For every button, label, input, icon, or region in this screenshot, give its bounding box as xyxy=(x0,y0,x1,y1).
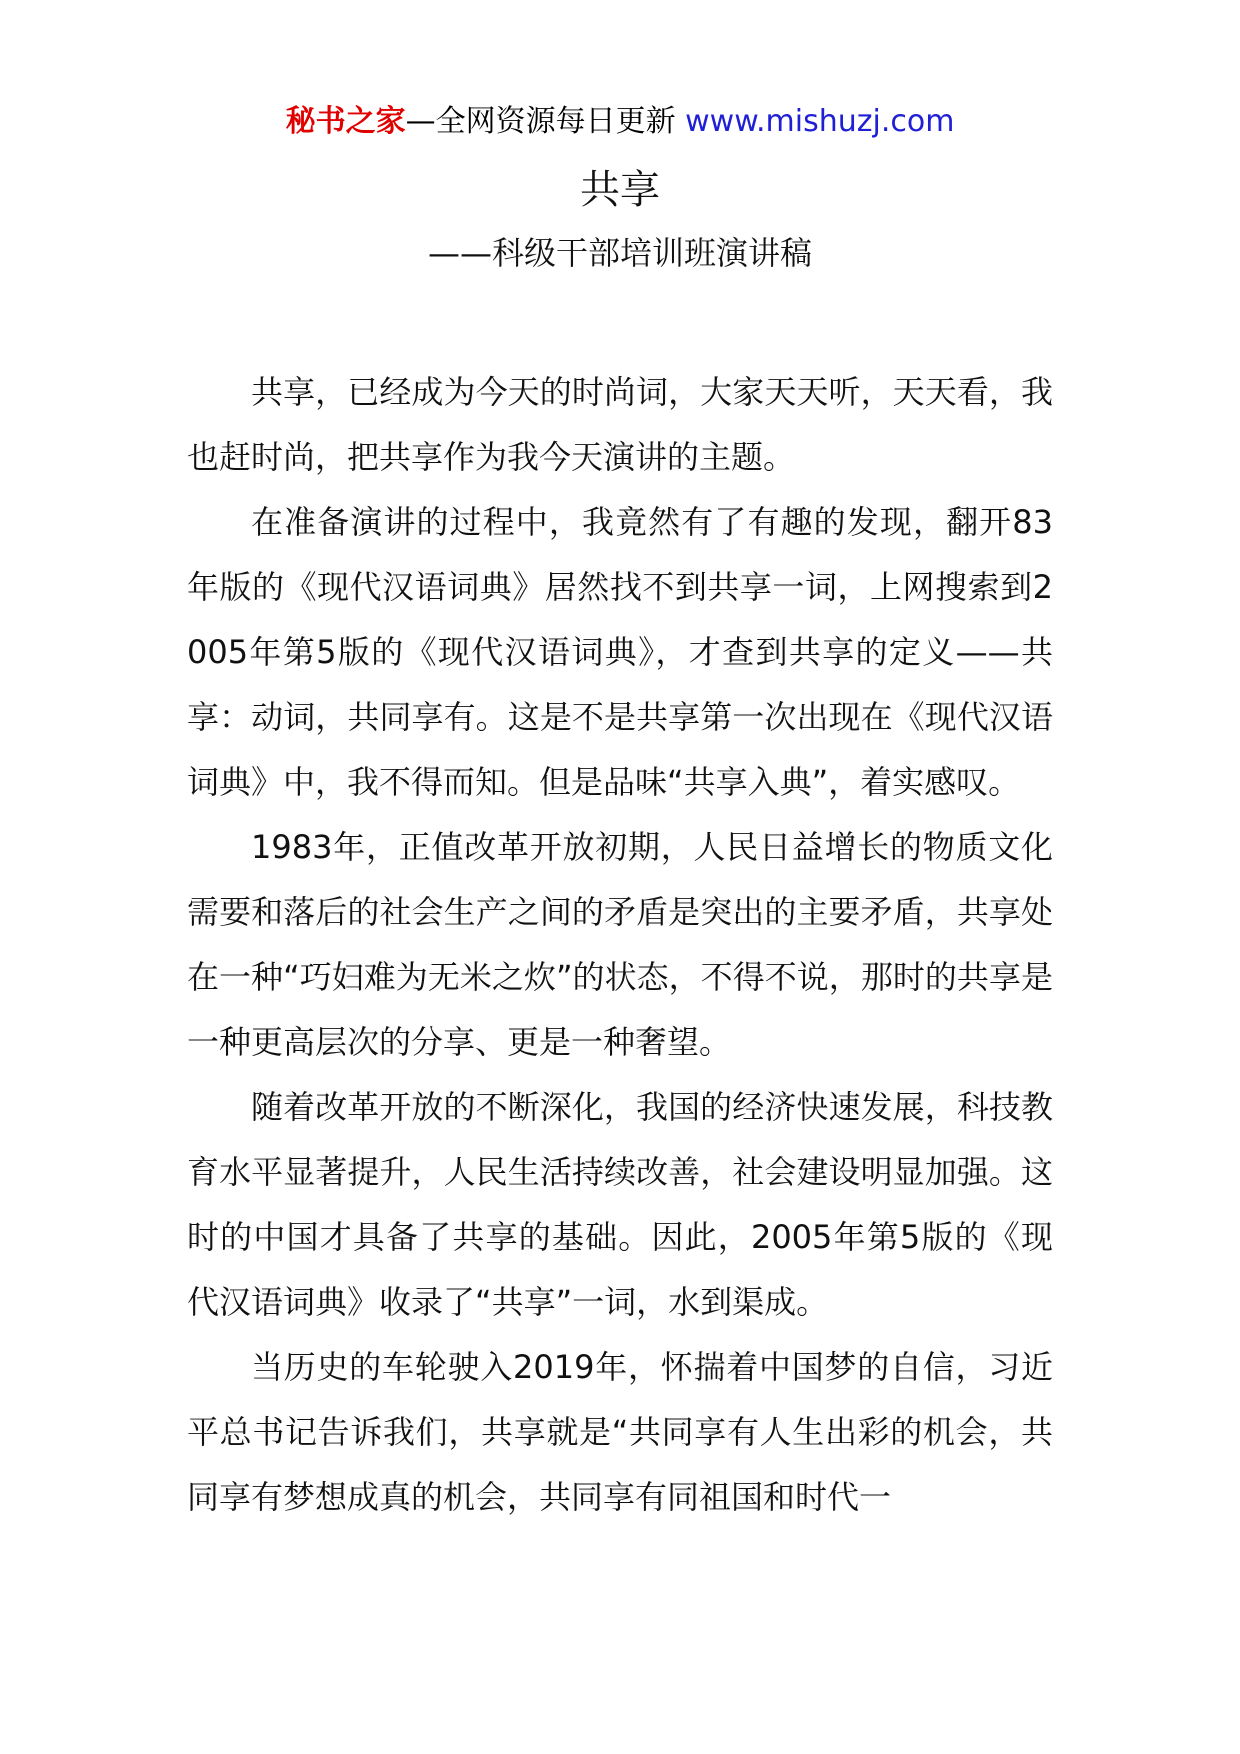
document-subtitle: ——科级干部培训班演讲稿 xyxy=(427,234,812,272)
site-slogan: —全网资源每日更新 xyxy=(405,104,686,139)
document-title: 共享 xyxy=(580,167,660,213)
document-body xyxy=(187,360,1053,1530)
paragraph-2: 在准备演讲的过程中，我竟然有了有趣的发现，翻开83年版的《现代汉语词典》居然找不到共享一词，上网搜索到2005年第5版的《现代汉语词典》，才查到共享的定义——共享：动词，共同享有。这是不是共享第一次出现在《现代汉语词典》中，我不得而知。但是品味“共享入典”，着实感叹。 xyxy=(187,503,1053,801)
site-url-link[interactable]: www.mishuzj.com xyxy=(685,104,955,139)
paragraph-1: 共享，已经成为今天的时尚词，大家天天听，天天看，我也赶时尚，把共享作为我今天演讲的主题。 xyxy=(187,373,1053,476)
site-header xyxy=(0,100,1240,144)
paragraph-3: 1983年，正值改革开放初期，人民日益增长的物质文化需要和落后的社会生产之间的矛盾是突出的主要矛盾，共享处在一种“巧妇难为无米之炊”的状态，不得不说，那时的共享是一种更高层次的分享、更是一种奢望。 xyxy=(187,828,1053,1061)
paragraph-5: 当历史的车轮驶入2019年，怀揣着中国梦的自信，习近平总书记告诉我们，共享就是“共同享有人生出彩的机会，共同享有梦想成真的机会，共同享有同祖国和时代一 xyxy=(187,1348,1053,1516)
brand-name: 秘书之家 xyxy=(285,104,406,139)
paragraph-4: 随着改革开放的不断深化，我国的经济快速发展，科技教育水平显著提升，人民生活持续改善，社会建设明显加强。这时的中国才具备了共享的基础。因此，2005年第5版的《现代汉语词典》收录了“共享”一词，水到渠成。 xyxy=(187,1088,1053,1321)
